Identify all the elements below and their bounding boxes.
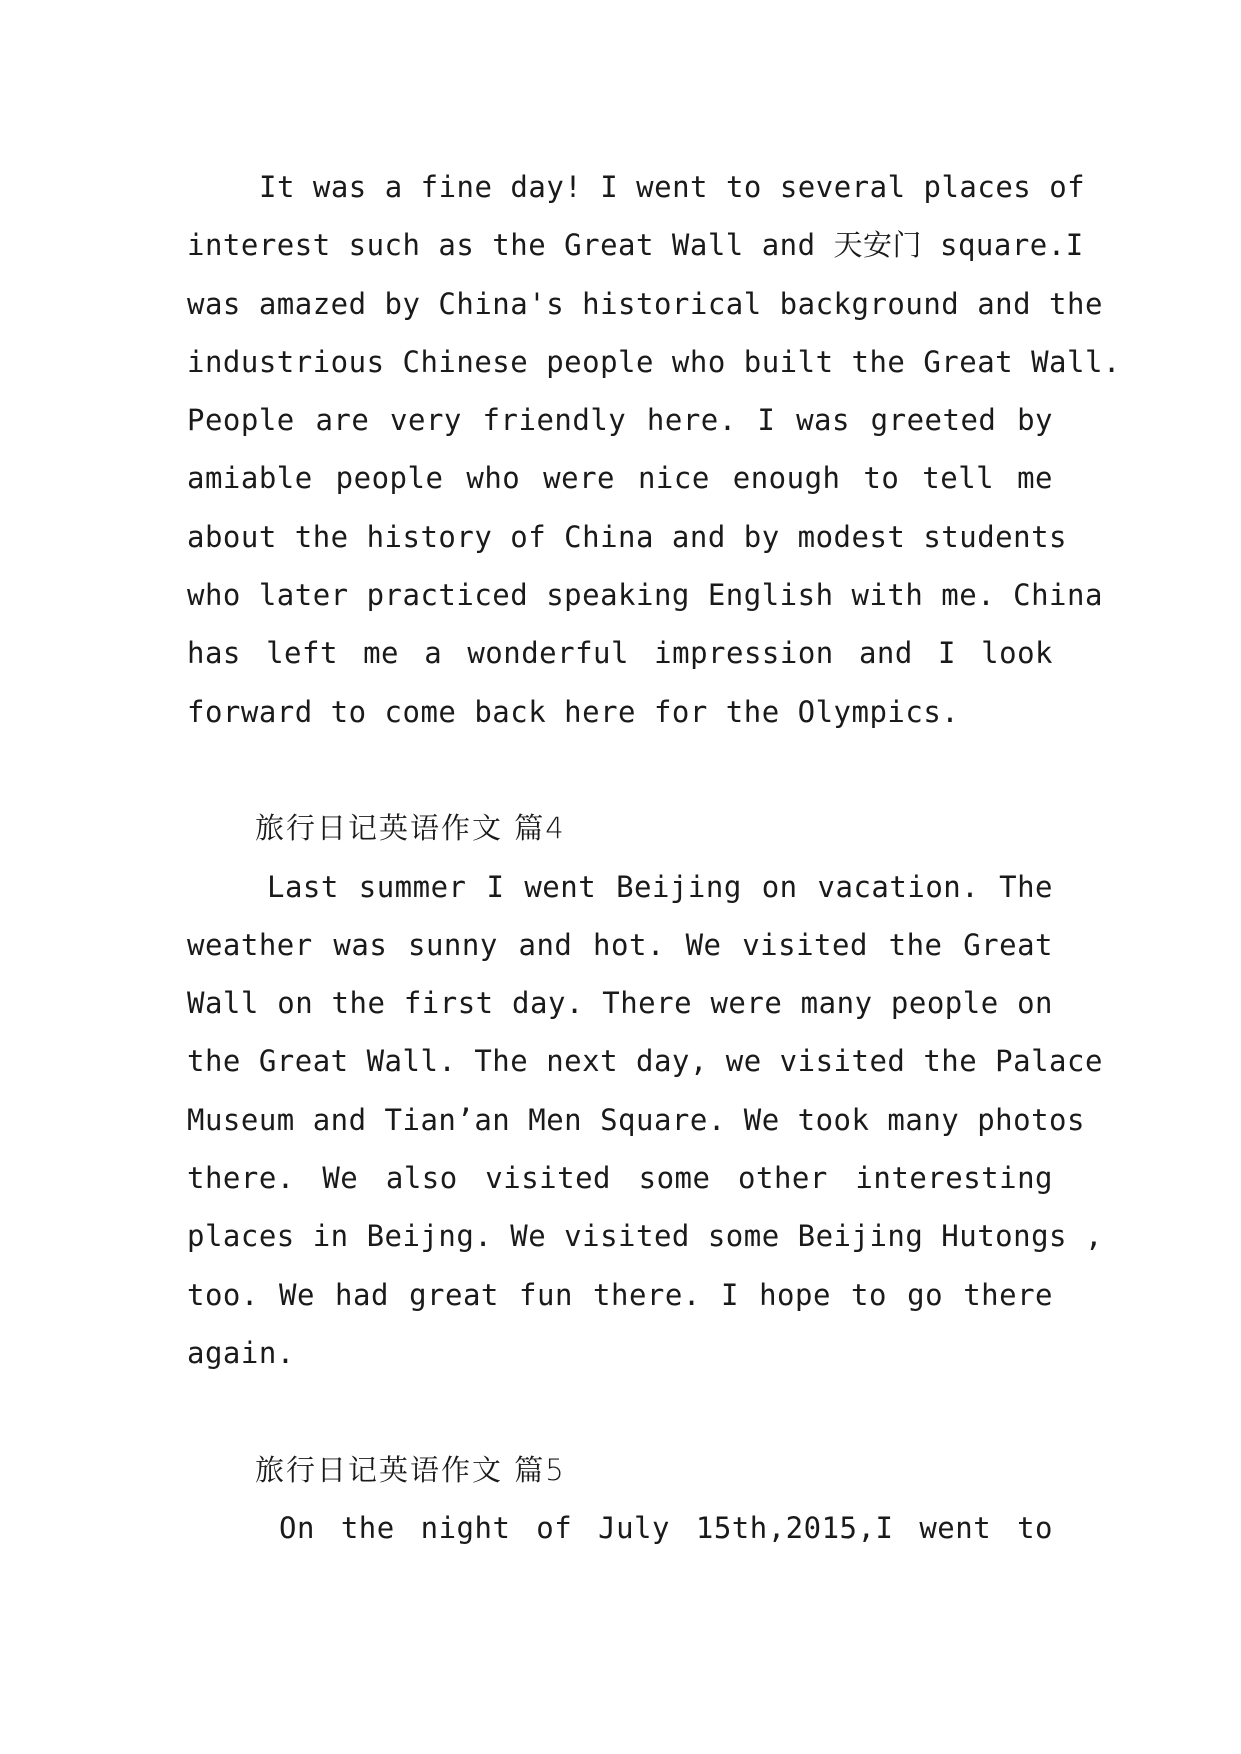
text-line: On the night of July 15th,2015,I went to bbox=[279, 1510, 1053, 1545]
text-line: amiable people who were nice enough to tell me bbox=[187, 461, 1053, 496]
text-line: People are very friendly here. I was greeted by bbox=[187, 403, 1053, 438]
text-line: industrious Chinese people who built the Great Wall. bbox=[187, 344, 1121, 379]
text-line: interest such as the Great Wall and 天安门 square.I bbox=[187, 228, 1084, 263]
essay-3-paragraph bbox=[187, 158, 1121, 741]
essay-4-paragraph bbox=[187, 858, 1103, 1383]
section-heading: 旅行日记英语作文 篇5 bbox=[255, 1452, 566, 1487]
text-line: about the history of China and by modest students bbox=[187, 519, 1068, 554]
paragraph-gap bbox=[187, 741, 1053, 799]
text-line: has left me a wonderful impression and I look bbox=[187, 636, 1053, 671]
text-line: the Great Wall. The next day, we visited the Palace bbox=[187, 1044, 1103, 1079]
section-heading: 旅行日记英语作文 篇4 bbox=[255, 811, 566, 846]
text-line: places in Beijng. We visited some Beijing Hutongs , bbox=[187, 1219, 1103, 1254]
text-line: Museum and Tian’an Men Square. We took many photos bbox=[187, 1102, 1085, 1137]
text-line: forward to come back here for the Olympics. bbox=[187, 694, 960, 729]
text-line: It was a fine day! I went to several places of bbox=[259, 170, 1086, 204]
text-line: Last summer I went Beijing on vacation. The bbox=[267, 869, 1053, 904]
document-page bbox=[187, 158, 1121, 1557]
text-line: weather was sunny and hot. We visited the Great bbox=[187, 927, 1053, 962]
text-line: Wall on the first day. There were many people on bbox=[187, 986, 1053, 1021]
text-line: was amazed by China's historical background and the bbox=[187, 286, 1103, 321]
text-line: again. bbox=[187, 1335, 295, 1370]
essay-5-paragraph bbox=[187, 1499, 1053, 1557]
text-line: who later practiced speaking English with me. China bbox=[187, 578, 1103, 613]
paragraph-gap bbox=[187, 1382, 1053, 1440]
text-line: too. We had great fun there. I hope to go there bbox=[187, 1277, 1053, 1312]
text-line: there. We also visited some other interesting bbox=[187, 1161, 1053, 1196]
